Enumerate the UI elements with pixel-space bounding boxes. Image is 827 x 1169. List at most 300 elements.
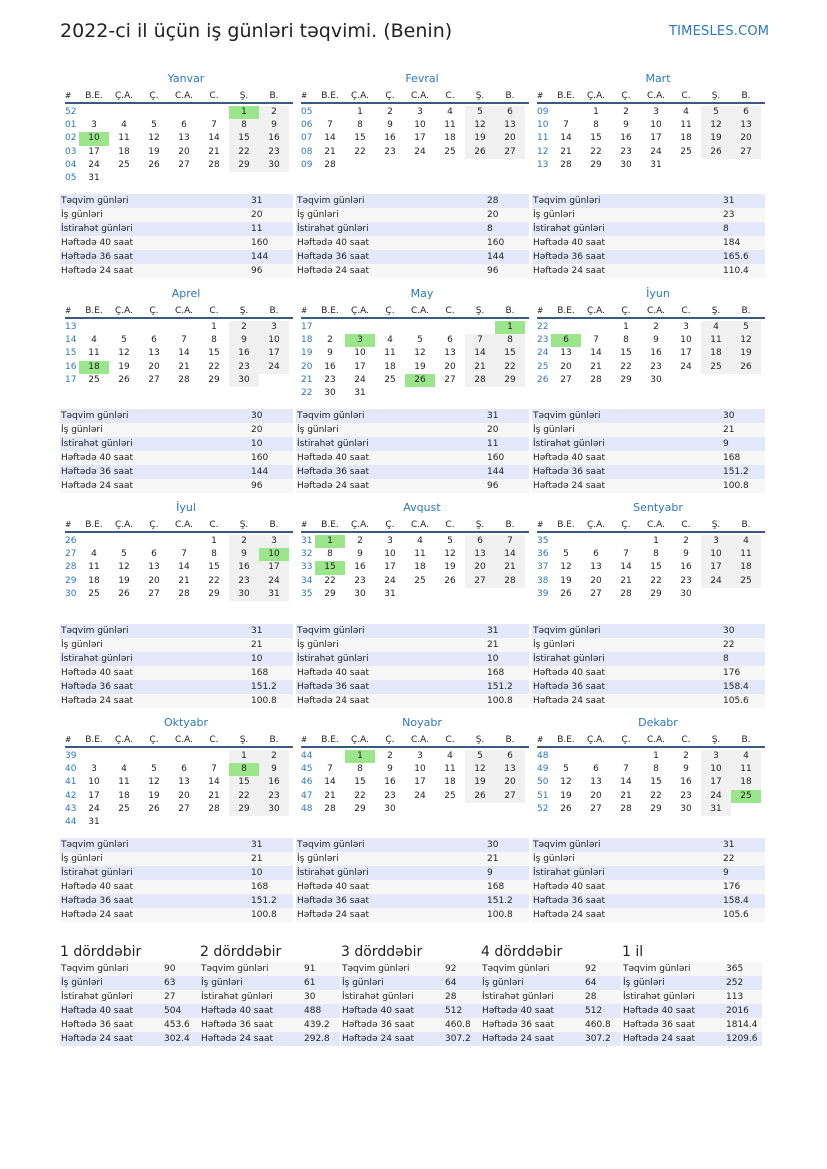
day-cell[interactable]: 20	[444, 361, 456, 372]
day-cell[interactable]: 1	[593, 107, 599, 117]
day-cell[interactable]: 28	[590, 374, 602, 385]
day-cell[interactable]: 21	[560, 146, 572, 157]
day-cell[interactable]	[581, 535, 611, 548]
day-cell[interactable]: 27	[495, 790, 525, 803]
day-cell[interactable]: 14	[324, 777, 336, 788]
day-cell[interactable]: 17	[354, 361, 366, 372]
day-cell[interactable]: 2	[387, 107, 393, 117]
day-cell[interactable]: 29	[354, 803, 366, 814]
day-cell[interactable]: 9	[357, 549, 363, 560]
day-cell[interactable]: 20	[560, 361, 572, 372]
day-cell[interactable]: 9	[229, 548, 259, 561]
day-cell[interactable]: 28	[324, 803, 336, 814]
day-cell[interactable]: 20	[465, 561, 495, 574]
day-cell[interactable]: 18	[701, 347, 731, 360]
day-cell[interactable]	[551, 321, 581, 334]
day-cell[interactable]: 1	[623, 322, 629, 332]
day-cell[interactable]: 24	[414, 146, 426, 157]
day-cell[interactable]: 7	[181, 549, 187, 560]
day-cell[interactable]: 7	[593, 335, 599, 346]
day-cell[interactable]: 14	[465, 347, 495, 360]
day-cell[interactable]: 6	[593, 549, 599, 560]
day-cell[interactable]: 1	[495, 321, 525, 334]
day-cell[interactable]: 9	[683, 549, 689, 560]
day-cell[interactable]	[671, 159, 701, 172]
day-cell[interactable]: 29	[229, 159, 259, 172]
day-cell[interactable]: 8	[495, 334, 525, 347]
day-cell[interactable]: 8	[623, 335, 629, 346]
day-cell[interactable]: 12	[118, 562, 130, 573]
day-cell[interactable]: 23	[259, 146, 289, 159]
day-cell[interactable]: 31	[354, 387, 366, 398]
day-cell[interactable]: 15	[208, 562, 220, 573]
day-cell[interactable]: 1	[345, 750, 375, 763]
day-cell[interactable]: 8	[357, 764, 363, 775]
day-cell[interactable]	[315, 321, 345, 334]
day-cell[interactable]: 7	[181, 335, 187, 346]
day-cell[interactable]: 19	[560, 575, 572, 586]
day-cell[interactable]	[731, 803, 761, 816]
day-cell[interactable]: 10	[680, 335, 692, 346]
day-cell[interactable]	[229, 172, 259, 185]
day-cell[interactable]: 12	[701, 119, 731, 132]
day-cell[interactable]	[79, 750, 109, 763]
day-cell[interactable]: 11	[88, 562, 100, 573]
day-cell[interactable]: 20	[495, 132, 525, 145]
day-cell[interactable]: 20	[148, 361, 160, 372]
day-cell[interactable]	[405, 321, 435, 334]
day-cell[interactable]: 24	[259, 361, 289, 374]
day-cell[interactable]: 25	[384, 374, 396, 385]
day-cell[interactable]: 25	[444, 146, 456, 157]
day-cell[interactable]: 13	[495, 119, 525, 132]
day-cell[interactable]: 29	[208, 588, 220, 599]
day-cell[interactable]: 7	[623, 549, 629, 560]
day-cell[interactable]: 17	[88, 146, 100, 157]
day-cell[interactable]	[405, 588, 435, 601]
day-cell[interactable]: 25	[444, 790, 456, 801]
day-cell[interactable]: 1	[653, 536, 659, 546]
day-cell[interactable]: 22	[650, 790, 662, 801]
day-cell[interactable]: 12	[148, 133, 160, 144]
day-cell[interactable]: 21	[465, 361, 495, 374]
day-cell[interactable]: 18	[731, 776, 761, 789]
day-cell[interactable]	[435, 321, 465, 334]
day-cell[interactable]	[139, 172, 169, 185]
day-cell[interactable]: 30	[650, 374, 662, 385]
day-cell[interactable]: 28	[208, 803, 220, 814]
day-cell[interactable]: 6	[551, 334, 581, 347]
day-cell[interactable]: 9	[259, 763, 289, 776]
day-cell[interactable]: 30	[229, 374, 259, 387]
day-cell[interactable]: 21	[324, 790, 336, 801]
day-cell[interactable]: 13	[148, 348, 160, 359]
day-cell[interactable]: 6	[465, 535, 495, 548]
day-cell[interactable]: 3	[91, 120, 97, 131]
day-cell[interactable]: 10	[259, 334, 289, 347]
day-cell[interactable]: 11	[444, 120, 456, 131]
day-cell[interactable]	[375, 321, 405, 334]
day-cell[interactable]: 24	[701, 575, 731, 588]
day-cell[interactable]: 12	[118, 348, 130, 359]
day-cell[interactable]: 24	[701, 790, 731, 803]
day-cell[interactable]	[405, 159, 435, 172]
day-cell[interactable]: 13	[590, 777, 602, 788]
day-cell[interactable]: 20	[590, 790, 602, 801]
day-cell[interactable]: 28	[495, 575, 525, 588]
day-cell[interactable]: 18	[118, 146, 130, 157]
day-cell[interactable]: 2	[387, 751, 393, 761]
day-cell[interactable]: 14	[178, 348, 190, 359]
day-cell[interactable]: 25	[701, 361, 731, 374]
day-cell[interactable]: 24	[414, 790, 426, 801]
day-cell[interactable]: 4	[447, 107, 453, 117]
day-cell[interactable]: 5	[121, 549, 127, 560]
day-cell[interactable]	[169, 535, 199, 548]
day-cell[interactable]	[139, 106, 169, 119]
day-cell[interactable]: 19	[731, 347, 761, 360]
day-cell[interactable]: 21	[178, 361, 190, 372]
day-cell[interactable]	[169, 750, 199, 763]
day-cell[interactable]: 4	[91, 549, 97, 560]
day-cell[interactable]: 2	[327, 335, 333, 346]
day-cell[interactable]: 10	[88, 777, 100, 788]
day-cell[interactable]: 31	[88, 816, 100, 827]
day-cell[interactable]: 7	[327, 764, 333, 775]
day-cell[interactable]: 23	[680, 790, 692, 801]
day-cell[interactable]: 13	[731, 119, 761, 132]
day-cell[interactable]: 5	[447, 536, 453, 546]
day-cell[interactable]: 4	[731, 535, 761, 548]
day-cell[interactable]: 4	[91, 335, 97, 346]
day-cell[interactable]: 14	[620, 562, 632, 573]
day-cell[interactable]: 10	[354, 348, 366, 359]
day-cell[interactable]: 23	[354, 575, 366, 586]
day-cell[interactable]: 19	[701, 132, 731, 145]
day-cell[interactable]: 16	[259, 132, 289, 145]
day-cell[interactable]: 17	[650, 133, 662, 144]
day-cell[interactable]: 5	[151, 764, 157, 775]
day-cell[interactable]: 27	[495, 146, 525, 159]
day-cell[interactable]	[315, 750, 345, 763]
day-cell[interactable]: 24	[680, 361, 692, 372]
day-cell[interactable]: 23	[384, 146, 396, 157]
day-cell[interactable]	[671, 374, 701, 387]
day-cell[interactable]: 13	[444, 348, 456, 359]
day-cell[interactable]	[79, 535, 109, 548]
day-cell[interactable]: 2	[229, 321, 259, 334]
day-cell[interactable]	[139, 321, 169, 334]
day-cell[interactable]: 21	[495, 561, 525, 574]
day-cell[interactable]: 4	[731, 750, 761, 763]
day-cell[interactable]	[169, 106, 199, 119]
day-cell[interactable]: 26	[560, 803, 572, 814]
day-cell[interactable]: 24	[88, 159, 100, 170]
day-cell[interactable]: 11	[414, 549, 426, 560]
day-cell[interactable]: 20	[178, 790, 190, 801]
day-cell[interactable]: 7	[563, 120, 569, 131]
day-cell[interactable]: 9	[683, 764, 689, 775]
day-cell[interactable]	[405, 803, 435, 816]
day-cell[interactable]: 2	[357, 536, 363, 546]
day-cell[interactable]: 3	[259, 321, 289, 334]
day-cell[interactable]: 6	[495, 106, 525, 119]
day-cell[interactable]: 27	[148, 374, 160, 385]
day-cell[interactable]: 17	[414, 777, 426, 788]
day-cell[interactable]: 1	[229, 750, 259, 763]
day-cell[interactable]: 3	[91, 764, 97, 775]
day-cell[interactable]	[199, 816, 229, 829]
day-cell[interactable]: 11	[88, 348, 100, 359]
day-cell[interactable]: 28	[178, 588, 190, 599]
day-cell[interactable]: 27	[148, 588, 160, 599]
day-cell[interactable]: 17	[259, 561, 289, 574]
day-cell[interactable]: 7	[211, 764, 217, 775]
day-cell[interactable]: 15	[620, 348, 632, 359]
day-cell[interactable]: 15	[229, 776, 259, 789]
day-cell[interactable]: 5	[417, 335, 423, 346]
day-cell[interactable]: 4	[417, 536, 423, 546]
day-cell[interactable]	[169, 816, 199, 829]
day-cell[interactable]: 29	[208, 374, 220, 385]
day-cell[interactable]: 6	[495, 750, 525, 763]
day-cell[interactable]: 2	[259, 750, 289, 763]
day-cell[interactable]	[731, 374, 761, 387]
day-cell[interactable]	[109, 535, 139, 548]
day-cell[interactable]: 4	[683, 107, 689, 117]
day-cell[interactable]: 9	[387, 764, 393, 775]
day-cell[interactable]	[375, 159, 405, 172]
day-cell[interactable]: 15	[354, 133, 366, 144]
day-cell[interactable]: 5	[563, 549, 569, 560]
day-cell[interactable]: 16	[680, 562, 692, 573]
day-cell[interactable]: 17	[414, 133, 426, 144]
day-cell[interactable]: 27	[178, 803, 190, 814]
day-cell[interactable]	[465, 159, 495, 172]
day-cell[interactable]: 10	[414, 120, 426, 131]
day-cell[interactable]: 30	[259, 159, 289, 172]
day-cell[interactable]: 5	[121, 335, 127, 346]
day-cell[interactable]: 23	[384, 790, 396, 801]
day-cell[interactable]: 27	[465, 575, 495, 588]
day-cell[interactable]: 9	[653, 335, 659, 346]
day-cell[interactable]	[199, 106, 229, 119]
day-cell[interactable]: 20	[148, 575, 160, 586]
day-cell[interactable]: 6	[151, 335, 157, 346]
day-cell[interactable]: 30	[229, 588, 259, 601]
day-cell[interactable]: 26	[701, 146, 731, 159]
day-cell[interactable]: 6	[593, 764, 599, 775]
day-cell[interactable]: 27	[560, 374, 572, 385]
day-cell[interactable]: 31	[384, 588, 396, 599]
day-cell[interactable]: 13	[465, 548, 495, 561]
day-cell[interactable]: 26	[118, 374, 130, 385]
day-cell[interactable]: 21	[208, 790, 220, 801]
day-cell[interactable]: 22	[590, 146, 602, 157]
day-cell[interactable]: 21	[208, 146, 220, 157]
day-cell[interactable]	[701, 588, 731, 601]
day-cell[interactable]	[139, 535, 169, 548]
day-cell[interactable]: 11	[118, 133, 130, 144]
day-cell[interactable]: 16	[354, 562, 366, 573]
day-cell[interactable]: 12	[414, 348, 426, 359]
day-cell[interactable]: 19	[148, 790, 160, 801]
day-cell[interactable]: 26	[405, 374, 435, 387]
day-cell[interactable]	[405, 387, 435, 400]
day-cell[interactable]: 19	[465, 132, 495, 145]
day-cell[interactable]	[199, 750, 229, 763]
day-cell[interactable]	[435, 159, 465, 172]
day-cell[interactable]: 25	[118, 159, 130, 170]
day-cell[interactable]: 8	[327, 549, 333, 560]
day-cell[interactable]: 11	[384, 348, 396, 359]
day-cell[interactable]: 27	[178, 159, 190, 170]
day-cell[interactable]	[465, 588, 495, 601]
day-cell[interactable]: 26	[731, 361, 761, 374]
day-cell[interactable]: 12	[731, 334, 761, 347]
day-cell[interactable]: 23	[229, 361, 259, 374]
day-cell[interactable]	[259, 816, 289, 829]
day-cell[interactable]: 13	[560, 348, 572, 359]
day-cell[interactable]: 30	[680, 803, 692, 814]
day-cell[interactable]: 2	[653, 322, 659, 332]
day-cell[interactable]: 3	[345, 334, 375, 347]
day-cell[interactable]: 11	[731, 763, 761, 776]
day-cell[interactable]: 24	[384, 575, 396, 586]
day-cell[interactable]: 30	[354, 588, 366, 599]
day-cell[interactable]: 22	[495, 361, 525, 374]
day-cell[interactable]: 10	[701, 763, 731, 776]
day-cell[interactable]: 10	[384, 549, 396, 560]
day-cell[interactable]: 11	[118, 777, 130, 788]
day-cell[interactable]	[495, 159, 525, 172]
day-cell[interactable]: 6	[447, 335, 453, 346]
day-cell[interactable]: 30	[620, 159, 632, 170]
day-cell[interactable]: 8	[653, 764, 659, 775]
day-cell[interactable]: 9	[623, 120, 629, 131]
day-cell[interactable]: 14	[590, 348, 602, 359]
day-cell[interactable]: 3	[701, 750, 731, 763]
day-cell[interactable]: 27	[590, 588, 602, 599]
day-cell[interactable]: 29	[650, 803, 662, 814]
day-cell[interactable]: 19	[118, 575, 130, 586]
day-cell[interactable]: 1	[653, 751, 659, 761]
day-cell[interactable]: 5	[151, 120, 157, 131]
day-cell[interactable]: 16	[384, 777, 396, 788]
day-cell[interactable]: 27	[444, 374, 456, 385]
day-cell[interactable]: 20	[731, 132, 761, 145]
day-cell[interactable]: 5	[701, 106, 731, 119]
day-cell[interactable]: 12	[444, 549, 456, 560]
day-cell[interactable]	[551, 106, 581, 119]
day-cell[interactable]: 19	[444, 562, 456, 573]
day-cell[interactable]: 26	[465, 146, 495, 159]
day-cell[interactable]	[701, 374, 731, 387]
day-cell[interactable]	[465, 321, 495, 334]
day-cell[interactable]: 3	[417, 751, 423, 761]
day-cell[interactable]	[229, 816, 259, 829]
day-cell[interactable]	[315, 106, 345, 119]
day-cell[interactable]	[139, 750, 169, 763]
day-cell[interactable]: 24	[650, 146, 662, 157]
day-cell[interactable]: 24	[88, 803, 100, 814]
day-cell[interactable]: 21	[620, 575, 632, 586]
day-cell[interactable]	[581, 321, 611, 334]
day-cell[interactable]: 10	[414, 764, 426, 775]
day-cell[interactable]: 18	[444, 777, 456, 788]
day-cell[interactable]: 22	[324, 575, 336, 586]
day-cell[interactable]: 28	[465, 374, 495, 387]
day-cell[interactable]: 14	[495, 548, 525, 561]
day-cell[interactable]: 22	[208, 361, 220, 372]
day-cell[interactable]: 21	[620, 790, 632, 801]
day-cell[interactable]: 8	[211, 335, 217, 346]
day-cell[interactable]: 26	[148, 803, 160, 814]
day-cell[interactable]: 6	[181, 120, 187, 131]
day-cell[interactable]	[79, 106, 109, 119]
day-cell[interactable]: 5	[563, 764, 569, 775]
day-cell[interactable]: 25	[88, 588, 100, 599]
day-cell[interactable]: 30	[324, 387, 336, 398]
day-cell[interactable]: 15	[495, 347, 525, 360]
day-cell[interactable]: 23	[324, 374, 336, 385]
day-cell[interactable]: 27	[590, 803, 602, 814]
day-cell[interactable]: 18	[414, 562, 426, 573]
day-cell[interactable]: 22	[229, 790, 259, 803]
day-cell[interactable]: 9	[259, 119, 289, 132]
day-cell[interactable]: 28	[620, 588, 632, 599]
day-cell[interactable]: 19	[414, 361, 426, 372]
day-cell[interactable]: 24	[354, 374, 366, 385]
day-cell[interactable]: 15	[354, 777, 366, 788]
day-cell[interactable]: 31	[650, 159, 662, 170]
day-cell[interactable]: 7	[211, 120, 217, 131]
day-cell[interactable]: 14	[620, 777, 632, 788]
day-cell[interactable]: 26	[444, 575, 456, 586]
day-cell[interactable]: 18	[444, 133, 456, 144]
day-cell[interactable]: 26	[148, 159, 160, 170]
day-cell[interactable]: 17	[88, 790, 100, 801]
day-cell[interactable]: 30	[259, 803, 289, 816]
day-cell[interactable]	[611, 535, 641, 548]
day-cell[interactable]: 2	[623, 107, 629, 117]
day-cell[interactable]	[731, 588, 761, 601]
day-cell[interactable]: 2	[229, 535, 259, 548]
day-cell[interactable]: 28	[324, 159, 336, 170]
day-cell[interactable]: 15	[650, 562, 662, 573]
day-cell[interactable]: 16	[620, 133, 632, 144]
day-cell[interactable]: 25	[414, 575, 426, 586]
day-cell[interactable]: 1	[315, 535, 345, 548]
day-cell[interactable]: 6	[151, 549, 157, 560]
day-cell[interactable]: 28	[560, 159, 572, 170]
day-cell[interactable]: 1	[211, 322, 217, 332]
day-cell[interactable]	[611, 750, 641, 763]
day-cell[interactable]: 4	[121, 120, 127, 131]
day-cell[interactable]: 25	[680, 146, 692, 157]
day-cell[interactable]: 15	[208, 348, 220, 359]
day-cell[interactable]: 18	[680, 133, 692, 144]
day-cell[interactable]: 13	[178, 133, 190, 144]
day-cell[interactable]: 16	[229, 347, 259, 360]
day-cell[interactable]: 6	[181, 764, 187, 775]
day-cell[interactable]: 22	[354, 146, 366, 157]
day-cell[interactable]: 4	[447, 751, 453, 761]
day-cell[interactable]	[259, 374, 289, 387]
day-cell[interactable]: 20	[495, 776, 525, 789]
day-cell[interactable]: 4	[387, 335, 393, 346]
day-cell[interactable]: 12	[465, 763, 495, 776]
